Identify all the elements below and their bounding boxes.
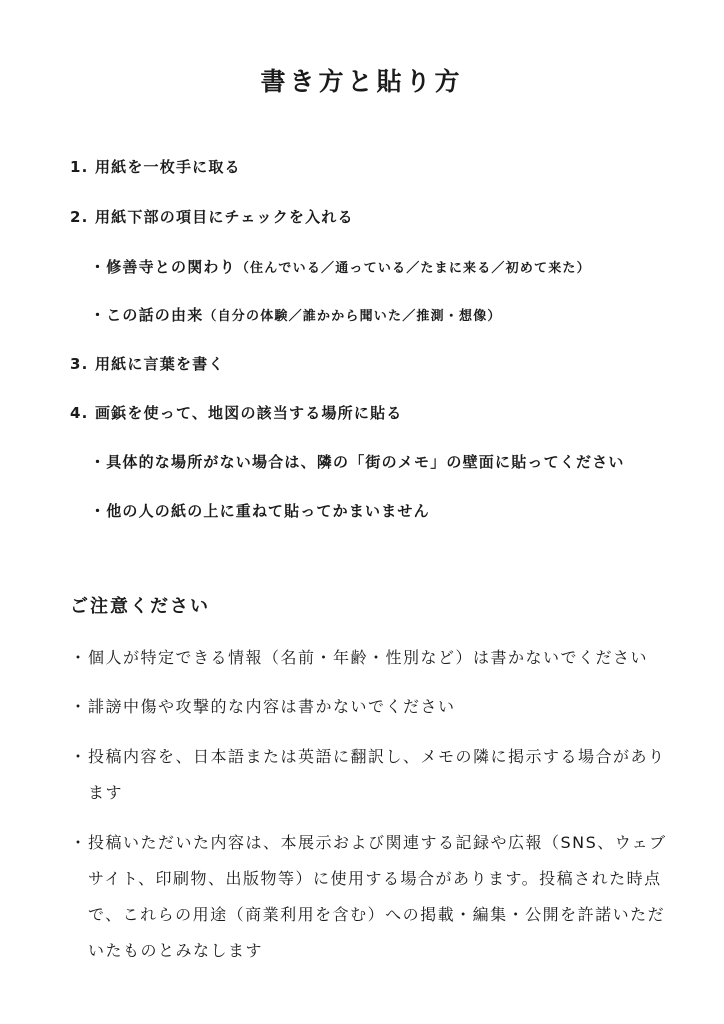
notice-heading: ご注意ください	[70, 596, 210, 617]
step-4: 4. 画鋲を使って、地図の該当する場所に貼る	[70, 404, 403, 422]
sub-text: 修善寺との関わり	[106, 258, 236, 276]
bullet: ・	[70, 833, 88, 852]
notice-text: 誹謗中傷や攻撃的な内容は書かないでください	[88, 697, 456, 716]
bullet: ・	[70, 648, 88, 667]
step-2-sub-origin	[90, 304, 502, 325]
page-title: 書き方と貼り方	[260, 67, 464, 96]
step-2-sub-relation	[90, 256, 591, 277]
bullet: ・	[90, 453, 107, 471]
sub-text: 具体的な場所がない場合は、隣の「街のメモ」の壁面に貼ってください	[106, 453, 625, 471]
step-4-sub-overlap	[90, 500, 430, 521]
step-2: 2. 用紙下部の項目にチェックを入れる	[70, 208, 354, 226]
notice-text: 投稿いただいた内容は、本展示および関連する記録や広報（SNS、ウェブサイト、印刷物、出版物等）に使用する場合があります。投稿された時点で、これらの用途（商業利用を含む）への掲載・編集・公開を許諾いただいたものとみなします	[88, 833, 667, 960]
step-3: 3. 用紙に言葉を書く	[70, 355, 225, 373]
sub-note: （住んでいる／通っている／たまに来る／初めて来た）	[235, 261, 591, 276]
bullet: ・	[90, 502, 107, 520]
bullet: ・	[70, 747, 88, 766]
notice-text: 投稿内容を、日本語または英語に翻訳し、メモの隣に掲示する場合があります	[88, 747, 666, 802]
notice-text: 個人が特定できる情報（名前・年齢・性別など）は書かないでください	[88, 648, 649, 667]
sub-text: 他の人の紙の上に重ねて貼ってかまいません	[106, 502, 430, 520]
bullet: ・	[70, 697, 88, 716]
notice-item-personal-info	[70, 640, 670, 676]
step-1: 1. 用紙を一枚手に取る	[70, 158, 241, 176]
step-4-sub-no-place	[90, 451, 625, 472]
notice-item-slander	[70, 689, 670, 725]
bullet: ・	[90, 258, 107, 276]
notice-item-usage-consent	[70, 825, 670, 969]
sub-text: この話の由来	[106, 306, 204, 324]
bullet: ・	[90, 306, 107, 324]
sub-note: （自分の体験／誰かから聞いた／推測・想像）	[203, 309, 502, 324]
notice-item-translation	[70, 739, 670, 811]
